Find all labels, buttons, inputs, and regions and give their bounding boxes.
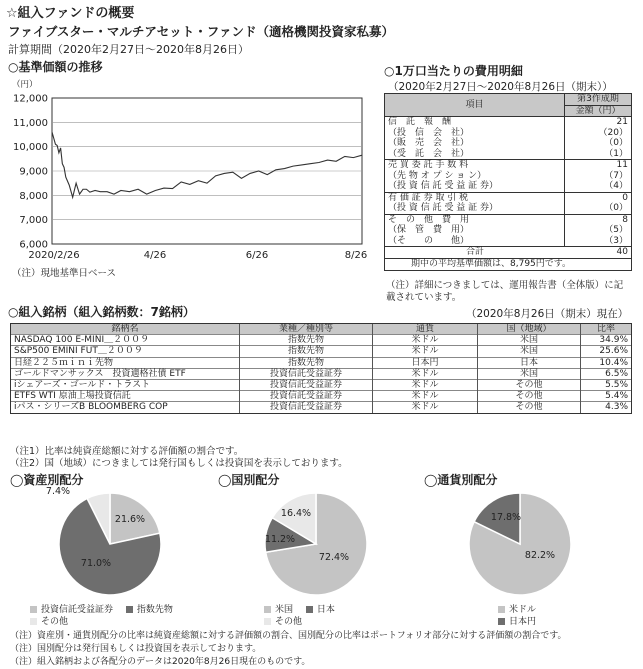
cost-total-label: 合計 [465,247,484,257]
holdings-cell: 34.9% [581,335,632,346]
pie-slice-label: 71.0% [80,558,112,569]
legend-swatch [264,606,271,613]
holdings-cell: 4.3% [581,402,632,413]
pie-slice-label: 82.2% [524,550,556,561]
calculation-period: 計算期間（2020年2月27日～2020年8月26日） [8,43,249,56]
y-tick-label: 11,000 [13,117,48,129]
legend-swatch [264,618,271,625]
nav-chart-unit: （円） [12,80,38,90]
x-tick-label: 8/26 [344,250,368,261]
holdings-cell: 米ドル [373,335,478,346]
holdings-cell: 米ドル [373,368,478,379]
section-title: ☆組入ファンドの概要 [6,6,135,21]
pie-currency-legend [498,604,536,628]
y-tick-label: 9,000 [19,166,48,178]
pie-slice-label: 72.4% [318,552,350,563]
holdings-column-header: 比率 [581,324,632,335]
cost-row-label: （受 託 会 社） [388,148,470,159]
cost-row-label: 売 買 委 託 手 数 料 [385,160,565,171]
cost-header-item: 項目 [465,100,484,110]
holdings-cell: iパス・シリーズB BLOOMBERG COP [11,402,240,413]
holdings-cell: 投資信託受益証券 [240,368,373,379]
holdings-row [11,402,631,413]
holdings-cell: 米ドル [373,391,478,402]
cost-row-value: （7） [565,171,632,182]
cost-row-label: そ の 他 費 用 [385,214,565,225]
holdings-cell: NASDAQ 100 E-MINI＿２００９ [11,335,240,346]
cost-row-value: 21 [565,117,632,128]
cost-row [385,192,631,203]
legend-swatch [498,618,505,625]
cost-row-label: （先 物 オ プ シ ョ ン） [388,170,487,181]
footnote-1: （注）資産別・通貨別配分の比率は純資産総額に対する評価額の割合、国別配分の比率はポートフォリオ部分に対する評価額の割合です。 [10,631,567,641]
y-tick-label: 6,000 [19,239,48,251]
holdings-cell: 10.4% [581,357,632,368]
asset-allocation-pie [10,482,210,600]
holdings-cell: その他 [478,391,581,402]
cost-average-note: 期中の平均基準価額は、8,795円です。 [385,258,631,270]
pie-slice-label: 7.4% [45,486,71,497]
country-allocation-pie [216,482,416,600]
holdings-column-header: 国（地域） [478,324,581,335]
pie-country-title: ◯国別配分 [218,473,280,487]
holdings-cell: 指数先物 [240,346,373,357]
y-tick-label: 7,000 [19,215,48,227]
holdings-row [11,379,631,390]
cost-row-value: （20） [565,128,632,139]
holdings-cell: 日本 [478,357,581,368]
cost-row [385,128,631,139]
pie-asset-title: ◯資産別配分 [10,473,84,487]
cost-row-value: （0） [565,138,632,149]
nav-line-chart [0,88,370,268]
legend-swatch [30,618,37,625]
y-tick-label: 12,000 [13,93,48,105]
cost-row-label: （そ の 他） [388,235,470,246]
cost-header-amount: 金額（円） [575,106,621,116]
pie-slice-label: 21.6% [114,514,146,525]
cost-row-value: 11 [565,160,632,171]
cost-table-period: （2020年2月27日～2020年8月26日（期末）） [388,81,613,93]
cost-table-title: ○1万口当たりの費用明細 [384,64,523,78]
legend-label: その他 [41,617,69,627]
holdings-column-header: 通貨 [373,324,478,335]
legend-swatch [126,606,133,613]
cost-row-value: 8 [565,214,632,225]
holdings-cell: 投資信託受益証券 [240,402,373,413]
holdings-cell: 米国 [478,346,581,357]
holdings-column-header: 業種／種別等 [240,324,373,335]
legend-swatch [30,606,37,613]
cost-row-label: （投 資 信 託 受 益 証 券） [388,203,499,214]
legend-swatch [498,606,505,613]
pie-slice-label: 16.4% [280,508,312,519]
legend-label: その他 [275,617,303,627]
holdings-cell: 指数先物 [240,335,373,346]
holdings-note-1: （注1）比率は純資産総額に対する評価額の割合です。 [10,446,244,457]
holdings-as-of: （2020年8月26日（期末）現在） [466,308,629,320]
holdings-cell: 25.6% [581,346,632,357]
holdings-row [11,368,631,379]
holdings-cell: 日経２２５ｍｉｎｉ先物 [11,357,240,368]
cost-row [385,149,631,160]
cost-total-value: 40 [616,247,628,257]
holdings-cell: ETFS WTI 原油上場投資信託 [11,391,240,402]
cost-table [384,93,632,271]
holdings-column-header: 銘柄名 [11,324,240,335]
holdings-cell: 投資信託受益証券 [240,379,373,390]
cost-row-label: （保 管 費 用） [388,225,470,236]
holdings-cell: 米国 [478,368,581,379]
legend-label: 日本 [316,605,335,615]
cost-row [385,203,631,214]
holdings-cell: iシェアーズ・ゴールド・トラスト [11,379,240,390]
x-tick-label: 2020/2/26 [28,250,80,261]
cost-row-label: （投 信 会 社） [388,127,470,138]
cost-row [385,160,631,171]
holdings-row [11,335,631,346]
pie-slice-label: 17.8% [490,512,522,523]
cost-row-value: （4） [565,181,632,192]
cost-row [385,171,631,182]
x-tick-label: 6/26 [245,250,269,261]
cost-row-label: （販 売 会 社） [388,138,470,149]
holdings-cell: ゴールドマンサックス 投資適格社債 ETF [11,368,240,379]
footnote-3: （注）組入銘柄および各配分のデータは2020年8月26日現在のものです。 [10,657,311,667]
holdings-cell: その他 [478,379,581,390]
holdings-cell: 米ドル [373,346,478,357]
holdings-cell: 指数先物 [240,357,373,368]
legend-label: 指数先物 [136,605,173,615]
cost-header-period: 第3作成期 [565,94,631,106]
cost-row-label: （投 資 信 託 受 益 証 券） [388,181,499,192]
cost-row [385,236,631,247]
holdings-note-2: （注2）国（地域）につきましては発行国もしくは投資国を表示しております。 [10,458,348,469]
x-tick-label: 4/26 [143,250,167,261]
holdings-cell: 投資信託受益証券 [240,391,373,402]
holdings-row [11,357,631,368]
holdings-cell: 5.4% [581,391,632,402]
cost-row-value: （5） [565,225,632,236]
pie-slice-label: 11.2% [264,534,296,545]
legend-swatch [306,606,313,613]
legend-label: 米ドル [509,605,537,615]
nav-chart-title: ○基準価額の推移 [8,60,103,74]
pie-currency-title: ◯通貨別配分 [424,473,498,487]
currency-allocation-pie [420,482,620,600]
cost-row-label: 有 価 証 券 取 引 税 [385,192,565,203]
holdings-cell: その他 [478,402,581,413]
holdings-cell: 米ドル [373,402,478,413]
pie-asset-legend [30,604,173,628]
footnote-2: （注）国別配分は発行国もしくは投資国を表示しております。 [10,644,262,654]
cost-row [385,138,631,149]
nav-chart-note: （注）現地基準日ベース [12,268,117,279]
cost-row-value: （1） [565,149,632,160]
y-tick-label: 8,000 [19,190,48,202]
holdings-cell: S&P500 EMINI FUT＿２００９ [11,346,240,357]
holdings-table [10,323,632,414]
holdings-cell: 6.5% [581,368,632,379]
legend-label: 米国 [275,605,294,615]
cost-row [385,225,631,236]
legend-label: 投資信託受益証券 [41,605,114,615]
holdings-cell: 米ドル [373,379,478,390]
cost-row [385,117,631,128]
holdings-title: ○組入銘柄（組入銘柄数：7銘柄） [8,305,195,319]
cost-row [385,181,631,192]
holdings-row [11,391,631,402]
cost-row-value: （0） [565,203,632,214]
cost-footnote: （注）詳細につきましては、運用報告書（全体版）に記載されています。 [386,280,624,303]
holdings-cell: 日本円 [373,357,478,368]
holdings-cell: 5.5% [581,379,632,390]
cost-row-value: 0 [565,192,632,203]
holdings-cell: 米国 [478,335,581,346]
cost-row [385,214,631,225]
legend-label: 日本円 [509,617,537,627]
y-tick-label: 10,000 [13,142,48,154]
holdings-row [11,346,631,357]
cost-row-label: 信 託 報 酬 [388,117,452,128]
pie-country-legend [264,604,335,628]
fund-name: ファイブスター・マルチアセット・ファンド（適格機関投資家私募） [8,24,395,39]
cost-row-value: （3） [565,236,632,247]
